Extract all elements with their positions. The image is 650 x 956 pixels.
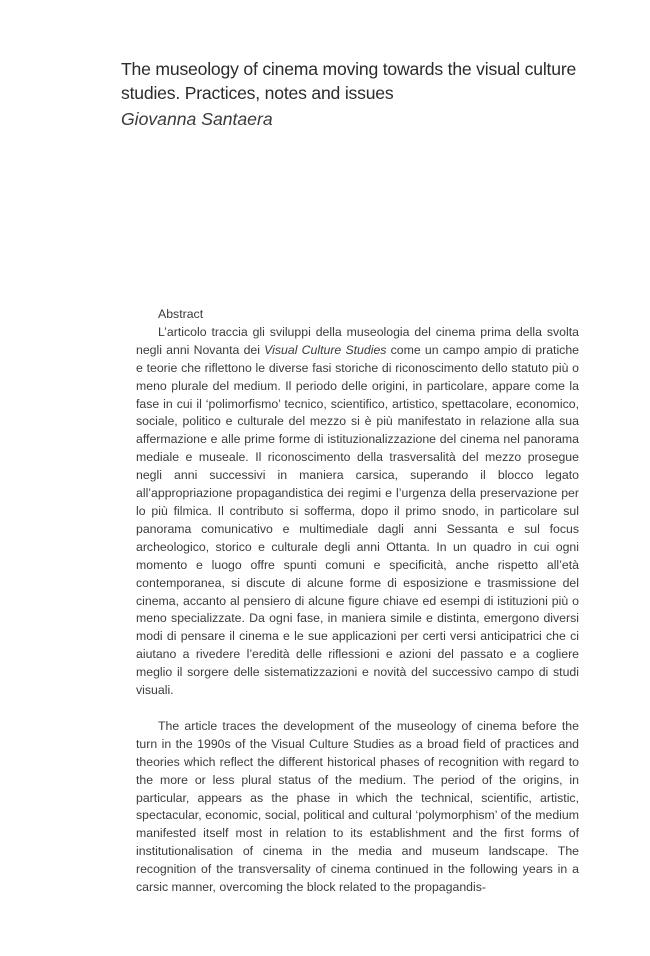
article-title: The museology of cinema moving towards the visual culture studies. Practices, notes and issues	[121, 59, 577, 103]
abstract-it-italic-term: Visual Culture Studies	[264, 342, 387, 357]
abstract-it-text-2: come un campo ampio di pratiche e teorie che riflettono le diverse fasi storiche di riconoscimento dello statuto più o meno plurale del medium. Il periodo delle origini, in particolare, appare come la fase in cui il ‘polimorfismo’ tecnico, scientifico, artistico, spettacolare, economico, sociale, politico e culturale del mezzo si è più manifestato in relazione alla sua affermazione e alle prime forme di istituzionalizzazione del cinema nel panorama mediale e museale. Il riconoscimento della trasversalità del mezzo prosegue negli anni successivi in maniera carsica, superando il blocco legato all’appropriazione propagandistica dei regimi e l’urgenza della preservazione per lo più filmica. Il contributo si sofferma, dopo il primo snodo, in particolare sul panorama comunicativo e multimediale dagli anni Sessanta e sul focus archeologico, storico e culturale degli anni Ottanta. In un quadro in cui ogni momento e luogo offre spunti comuni e specificità, anche rispetto all’età contemporanea, si discute di alcune forme di esposizione e trasmissione del cinema, accanto al pensiero di alcune figure chiave ed esempi di istituzioni più o meno specializzate. Da ogni fase, in maniera simile e distinta, emergono diversi modi di pensare il cinema e le sue applicazioni per certi versi anticipatrici che ci aiutano a rivedere l’eredità delle riflessioni e azioni del passato e a cogliere meglio il sorgere delle sistematizzazioni e novità del successivo campo di studi visuali.	[136, 342, 580, 698]
abstract-it-text-1: L’articolo traccia gli sviluppi della museologia del cinema prima della svolta negli anni Novanta dei	[136, 324, 579, 357]
abstract-paragraph-english: The article traces the development of the museology of cinema before the turn in the 1990s of the Visual Culture Studies as a broad field of practices and theories which reflect the different historical phases of recognition with regard to the more or less plural status of the medium. The period of the origins, in particular, appears as the phase in which the technical, scientific, artistic, spectacular, economic, social, political and cultural ‘polymorphism’ of the medium manifested itself most in relation to its establishment and the first forms of institutionalisation of cinema in the media and museum landscape. The recognition of the transversality of cinema continued in the following years in a carsic manner, overcoming the block related to the propagandis-	[136, 718, 579, 895]
abstract-heading: Abstract	[158, 307, 204, 321]
article-author: Giovanna Santaera	[121, 109, 273, 129]
abstract-section	[136, 306, 579, 897]
abstract-paragraph-italian	[136, 324, 579, 700]
